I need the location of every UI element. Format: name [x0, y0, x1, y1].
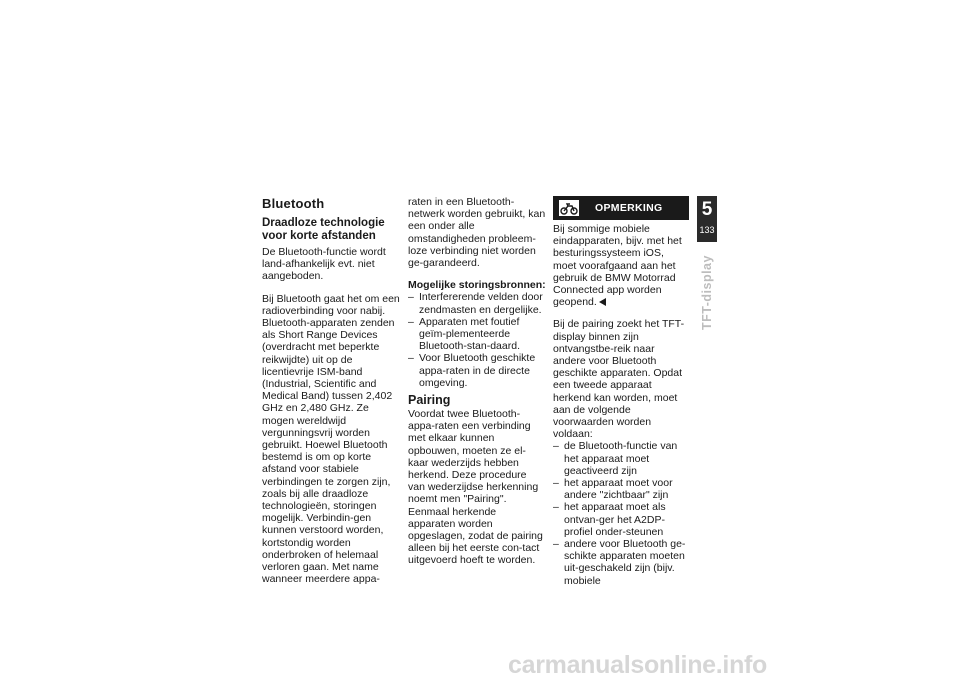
list-item: – andere voor Bluetooth ge-schikte apparaten moeten uit-geschakeld zijn (bijv. mobiele — [553, 538, 689, 587]
subsection-title: Draadloze technologie voor korte afstanden — [262, 217, 385, 242]
intro-paragraph: De Bluetooth-functie wordt land-afhankelijk evt. niet aangeboden. — [262, 246, 386, 283]
list-item: – de Bluetooth-functie van het apparaat moet geactiveerd zijn — [553, 440, 689, 477]
pairing-intro: Bij de pairing zoekt het TFT-display binnen zijn ontvangstbe-reik naar andere voor Bluetooth geschikte apparaten. Opdat een tweede apparaat herkend kan worden, moet aan de volgende voorwaarden worden voldaan: — [553, 318, 685, 441]
motorcycle-note-icon — [559, 199, 579, 217]
watermark: carmanualsonline.info — [508, 651, 768, 679]
list-item: – het apparaat moet voor andere "zichtbaar" zijn — [553, 477, 689, 501]
body-paragraph: Bij Bluetooth gaat het om een radioverbinding voor nabij. Bluetooth-apparaten zenden als Short Range Devices (overdracht met beperkte reikwijdte) uit op de licentievrije ISM-band (Industrial, Scientific and Medical Band) tussen 2,402 GHz en 2,480 GHz. Ze mogen wereldwijd vergunningsvrij worden gebruikt. Hoewel Bluetooth bestemd is om op korte afstand voor stabiele verbindingen te zorgen zijn, zoals bij alle draadloze technologieën, storingen mogelijk. Verbindin-gen kunnen verstoord worden, kortstondig worden onderbroken of helemaal verloren gaan. Met name wanneer meerdere appa- — [262, 292, 400, 586]
end-marker-icon — [599, 298, 606, 306]
conditions-list — [553, 440, 689, 586]
pairing-heading: Pairing — [408, 393, 451, 408]
section-title: Bluetooth — [262, 196, 325, 211]
list-item: – Apparaten met foutief geïm-plementeerde Bluetooth-stan-daard. — [408, 316, 546, 353]
chapter-marker — [697, 196, 717, 242]
section-tab: TFT-display — [700, 255, 714, 330]
column-2 — [408, 196, 546, 567]
note-text: Bij sommige mobiele eindapparaten, bijv. met het besturingssysteem iOS, moet voorafgaand aan het gebruik de BMW Motorrad Connected app worden geopend. — [553, 223, 682, 309]
column-3 — [553, 196, 689, 591]
note-label: OPMERKING — [595, 201, 663, 214]
page-number: 133 — [699, 225, 715, 235]
continued-paragraph: raten in een Bluetooth-netwerk worden gebruikt, kan een onder alle omstandigheden probleem-loze verbinding niet worden ge-garandeerd. — [408, 196, 546, 270]
sources-list — [408, 291, 546, 389]
column-1 — [262, 196, 400, 585]
note-header — [553, 196, 689, 220]
pairing-paragraph: Voordat twee Bluetooth-appa-raten een verbinding met elkaar kunnen opbouwen, moeten ze el-kaar wederzijds hebben herkend. Deze procedure van wederzijdse herkenning noemt men "Pairing". Eenmaal herkende apparaten worden opgeslagen, zodat de pairing alleen bij het eerste con-tact uitgevoerd hoeft te worden. — [408, 408, 543, 567]
list-item: – het apparaat moet als ontvan-ger het A2DP-profiel onder-steunen — [553, 501, 689, 538]
list-item: – Voor Bluetooth geschikte appa-raten in de directe omgeving. — [408, 352, 546, 389]
sources-heading: Mogelijke storingsbronnen: — [408, 279, 546, 292]
chapter-number: 5 — [701, 199, 713, 220]
list-item: – Interfererende velden door zendmasten en dergelijke. — [408, 291, 546, 315]
note-paragraph — [553, 223, 689, 308]
